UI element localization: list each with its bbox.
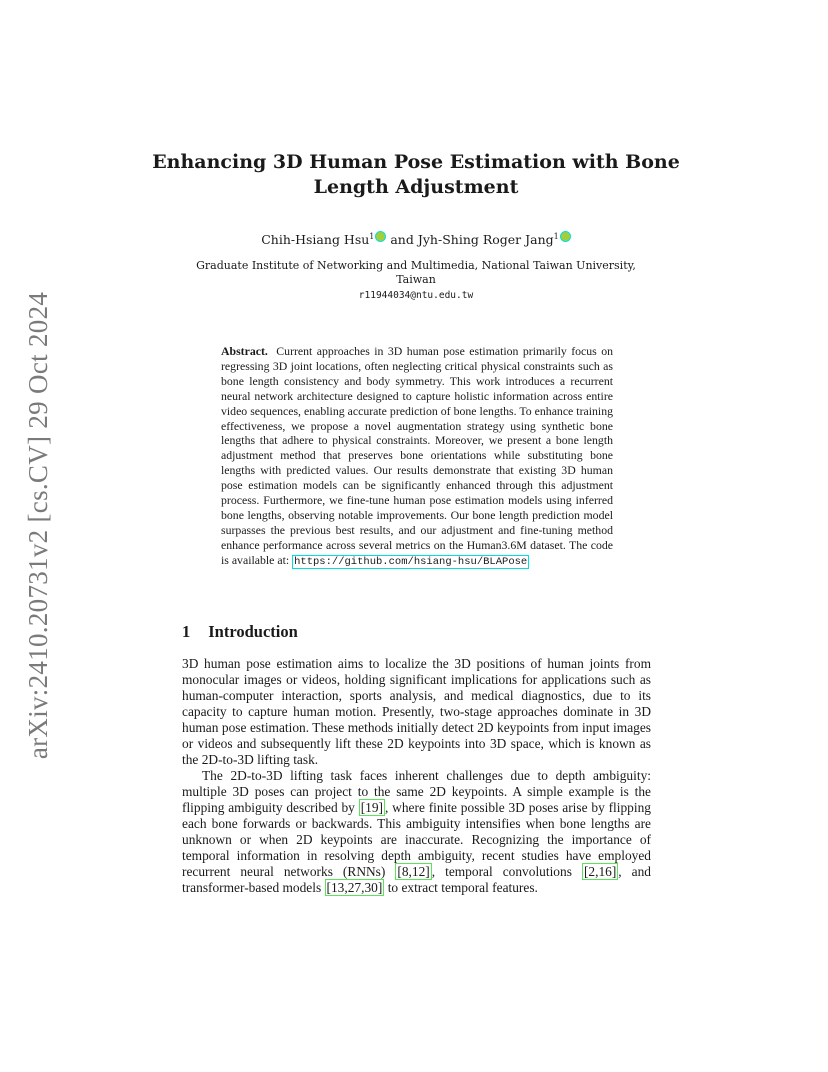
citation-link[interactable]: [19] bbox=[360, 800, 384, 815]
paragraph-text: The 2D-to-3D lifting task faces inherent challenges due to depth ambiguity: multiple 3D poses can project to the same 2D keypoints. A simple example is the flipping ambiguity described by bbox=[182, 768, 651, 815]
arxiv-stamp bbox=[24, 288, 54, 762]
orcid-icon[interactable] bbox=[560, 231, 571, 242]
paragraph-text: , temporal convolutions bbox=[431, 864, 572, 879]
abstract-label: Abstract. bbox=[221, 344, 268, 358]
abstract bbox=[221, 344, 613, 570]
section-heading bbox=[182, 622, 298, 642]
affiliation-mark: 1 bbox=[553, 232, 559, 241]
arxiv-identifier: arXiv:2410.20731v2 [cs.CV] 29 Oct 2024 bbox=[23, 291, 54, 759]
paper-title: Enhancing 3D Human Pose Estimation with Bone Length Adjustment bbox=[152, 151, 680, 198]
affiliation: Graduate Institute of Networking and Multimedia, National Taiwan University, Taiwan bbox=[196, 259, 636, 286]
citation-link[interactable]: [2,16] bbox=[583, 864, 617, 879]
citation-link[interactable]: [8,12] bbox=[397, 864, 430, 879]
orcid-icon[interactable] bbox=[375, 231, 386, 242]
section-title: Introduction bbox=[208, 622, 298, 641]
affiliation-mark: 1 bbox=[369, 232, 375, 241]
code-repository-link[interactable]: https://github.com/hsiang-hsu/BLAPose bbox=[294, 555, 528, 568]
paragraph-text: , and transformer-based models bbox=[182, 864, 652, 895]
paragraph bbox=[182, 768, 651, 896]
author-name: Chih-Hsiang Hsu bbox=[261, 232, 370, 248]
author-conjunction: and bbox=[390, 232, 414, 248]
citation-link[interactable]: [13,27,30] bbox=[326, 880, 383, 895]
paragraph-text: to extract temporal features. bbox=[387, 880, 538, 895]
paragraph: 3D human pose estimation aims to localize the 3D positions of human joints from monocular images or videos, holding significant implications for applications such as human-computer interaction, sports analysis, and medical diagnostics, due to its capacity to capture human motion. Presently, two-stage approaches dominate in 3D human pose estimation. These methods initially detect 2D keypoints from input images or videos and subsequently lift these 2D keypoints into 3D space, which is known as the 2D-to-3D lifting task. bbox=[182, 656, 651, 767]
introduction-body bbox=[182, 656, 651, 896]
abstract-text: Current approaches in 3D human pose estimation primarily focus on regressing 3D joint locations, often neglecting critical physical constraints such as bone length consistency and body symmetry. This work introduces a recurrent neural network architecture designed to capture holistic information across entire video sequences, enabling accurate prediction of bone lengths. To enhance training effectiveness, we propose a novel augmentation strategy using synthetic bone lengths that adhere to physical constraints. Moreover, we present a bone length adjustment method that preserves bone orientations while substituting bone lengths with predicted values. Our results demonstrate that existing 3D human pose estimation models can be significantly enhanced through this adjustment process. Furthermore, we fine-tune human pose estimation models using inferred bone lengths, observing notable improvements. Our bone length prediction model surpasses the previous best results, and our adjustment and fine-tuning method enhance performance across several metrics on the Human3.6M dataset. The code is available at: bbox=[221, 344, 613, 567]
author-line bbox=[150, 229, 682, 248]
author-name: Jyh-Shing Roger Jang bbox=[417, 232, 554, 248]
section-number: 1 bbox=[182, 622, 191, 641]
paragraph-text: , where finite possible 3D poses arise by flipping each bone forwards or backwards. This ambiguity intensifies when bone lengths are unknown or when 2D keypoints are inaccurate. Recognizing the importance of temporal information in resolving depth ambiguity, recent studies have employed recurrent neural networks (RNNs) bbox=[182, 800, 651, 879]
author-email[interactable]: r11944034@ntu.edu.tw bbox=[358, 290, 474, 301]
